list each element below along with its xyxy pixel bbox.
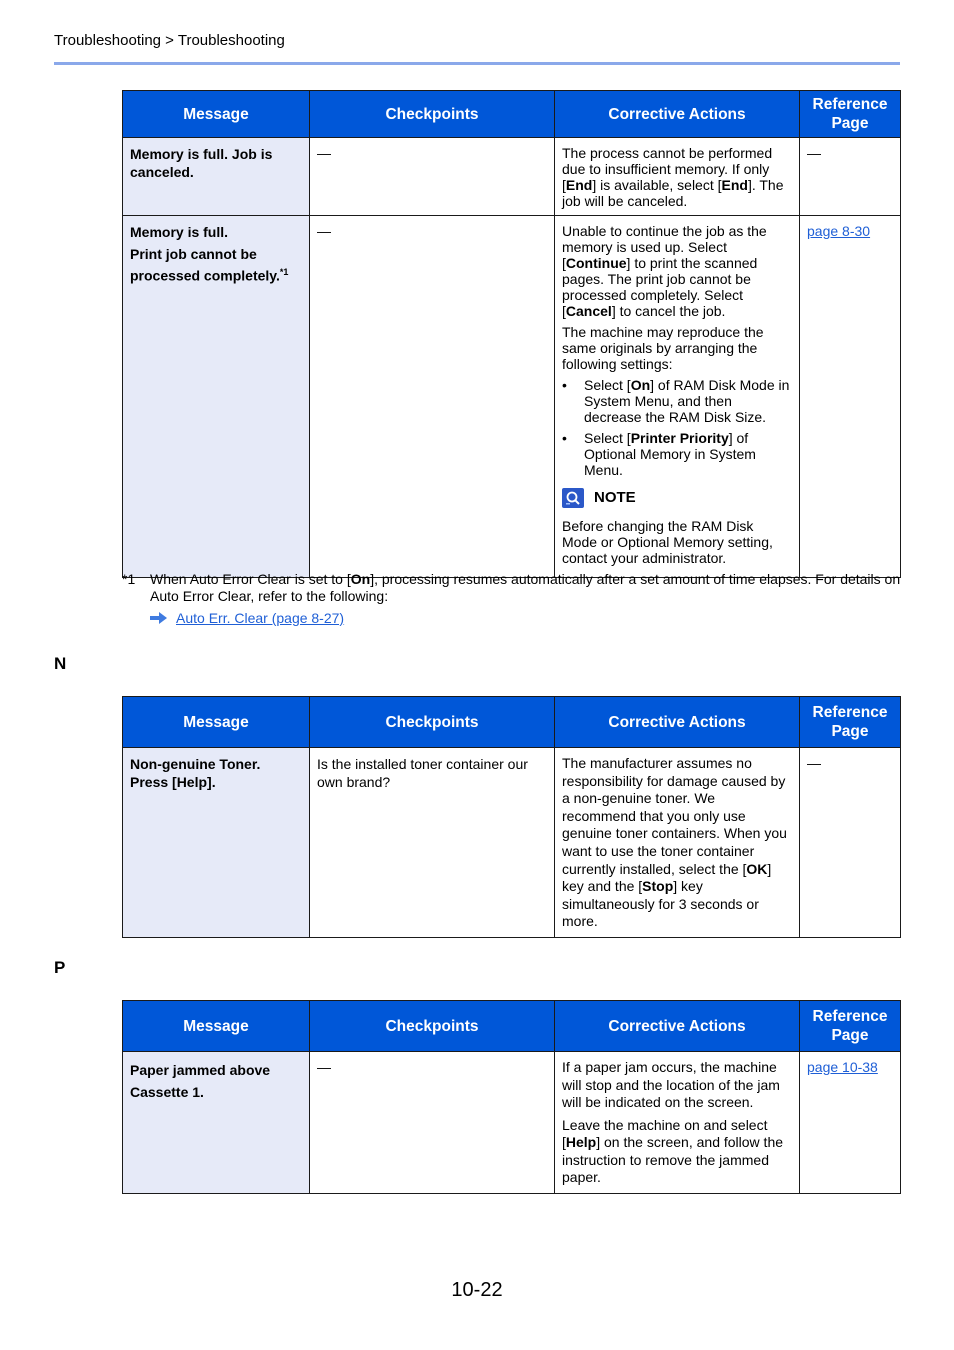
reference-link[interactable]: page 8-30: [807, 223, 871, 239]
checkpoints-cell: Is the installed toner container our own brand?: [310, 748, 555, 938]
reference-cell: —: [800, 138, 901, 216]
footnote-ref: *1: [279, 267, 289, 277]
footnote-text: When Auto Error Clear is set to [On], processing resumes automatically after a set amount of time elapses. For details on Auto Error Clear, refer to the following:: [150, 571, 901, 604]
col-header-message: Message: [123, 91, 310, 138]
col-header-reference-page: Reference Page: [800, 91, 901, 138]
col-header-corrective-actions: Corrective Actions: [555, 1001, 800, 1052]
footnote-mark: *1: [122, 571, 136, 587]
col-header-reference-page: Reference Page: [800, 1001, 901, 1052]
message-cell: Paper jammed above Cassette 1.: [123, 1052, 310, 1194]
table-row: [123, 216, 901, 578]
table-row: [123, 138, 901, 216]
message-table-p: [122, 1000, 901, 1194]
arrow-right-icon: [150, 612, 168, 624]
message-cell: Memory is full. Job is canceled.: [123, 138, 310, 216]
section-heading-p: P: [54, 958, 66, 977]
col-header-corrective-actions: Corrective Actions: [555, 91, 800, 138]
checkpoints-cell: —: [310, 138, 555, 216]
page-number: 10-22: [451, 1279, 503, 1301]
section-heading-n: N: [54, 654, 67, 673]
actions-cell: The manufacturer assumes no responsibility for damage caused by a non-genuine toner. We recommend that you only use genuine toner containers. When you want to use the toner container currently installed, select the [OK] key and the [Stop] key simultaneously for 3 seconds or more.: [555, 748, 800, 938]
note-label: NOTE: [594, 489, 636, 506]
actions-cell: The process cannot be performed due to insufficient memory. If only [End] is available, select [End]. The job will be canceled.: [555, 138, 800, 216]
message-cell: Non-genuine Toner. Press [Help].: [123, 748, 310, 938]
col-header-reference-page: Reference Page: [800, 697, 901, 748]
col-header-checkpoints: Checkpoints: [310, 91, 555, 138]
note-text: Before changing the RAM Disk Mode or Optional Memory setting, contact your administrator.: [562, 518, 773, 566]
col-header-message: Message: [123, 697, 310, 748]
note-icon: [562, 488, 584, 508]
message-table-m: [122, 90, 901, 578]
col-header-checkpoints: Checkpoints: [310, 1001, 555, 1052]
note-heading: [562, 488, 792, 508]
checkpoints-cell: —: [310, 216, 555, 578]
reference-link[interactable]: page 10-38: [807, 1059, 878, 1075]
reference-cell: [800, 1052, 901, 1194]
footnote: [122, 571, 902, 605]
cross-reference: [150, 610, 344, 626]
message-table-n: [122, 696, 901, 938]
col-header-corrective-actions: Corrective Actions: [555, 697, 800, 748]
list-item: • Select [On] of RAM Disk Mode in System Menu, and then decrease the RAM Disk Size.: [562, 377, 792, 425]
message-cell: Memory is full. Print job cannot be processed completely.$^{*1}$: [123, 216, 310, 578]
header-rule: [54, 62, 900, 65]
list-item: • Select [Printer Priority] of Optional Memory in System Menu.: [562, 430, 792, 478]
auto-err-clear-link[interactable]: Auto Err. Clear (page 8-27): [176, 610, 345, 626]
breadcrumb: Troubleshooting > Troubleshooting: [54, 32, 285, 49]
checkpoints-cell: —: [310, 1052, 555, 1194]
col-header-checkpoints: Checkpoints: [310, 697, 555, 748]
reference-cell: [800, 216, 901, 578]
table-row: [123, 1052, 901, 1194]
col-header-message: Message: [123, 1001, 310, 1052]
table-row: [123, 748, 901, 938]
actions-cell: If a paper jam occurs, the machine will stop and the location of the jam will be indicated on the screen. Leave the machine on and select [Help] on the screen, and follow the instruction to remove the jammed paper.: [555, 1052, 800, 1194]
reference-cell: —: [800, 748, 901, 938]
actions-cell: Unable to continue the job as the memory is used up. Select [Continue] to print the scanned pages. The print job cannot be processed completely. Select [Cancel] to cancel the job. The machine may reproduce the same originals by arranging the following settings: • Select [On] of RAM Disk Mode in System Menu, and then decrease the RAM Disk Size. • Select [Printer Priority] of Optional Memory in System Menu. NOTE Before changing the RAM Disk Mode or Optional Memory setting, contact your administrator.: [555, 216, 800, 578]
